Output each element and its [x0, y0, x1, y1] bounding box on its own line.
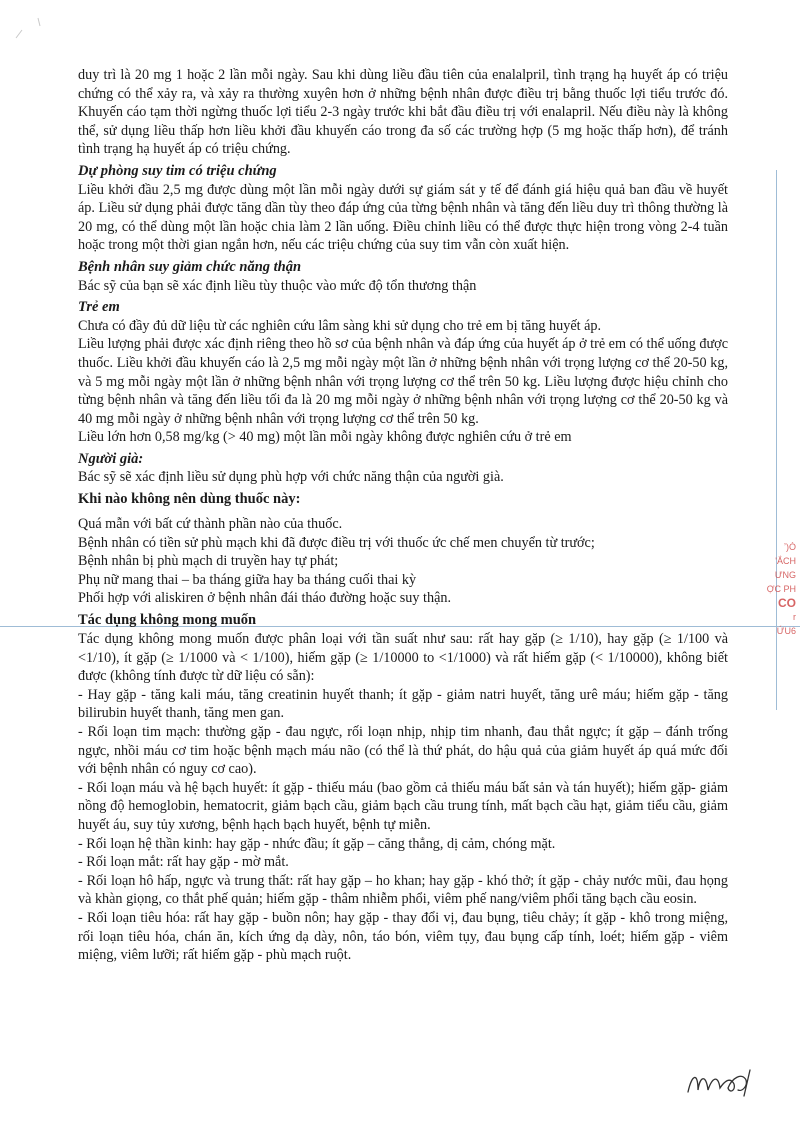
contra-item: Quá mẫn với bất cứ thành phần nào của thuốc.: [78, 516, 343, 533]
children-paragraph-2: Liều lượng phải được xác định riêng theo hồ sơ của bệnh nhân và đáp ứng của huyết áp ở trẻ em có thể uống được thuốc. Liều khởi đầu khuyến cáo là 2,5 mg mỗi ngày một lần ở những bệnh nhân với trọng lượng cơ thể 20-50 kg, và 5 mg mỗi ngày một lần ở những bệnh nhân với trọng lượng cơ thể trên 50 kg. Liều lượng được hiệu chỉnh cho từng bệnh nhân và tăng đến liều tối đa là 20 mg mỗi ngày ở những bệnh nhân với trọng lượng cơ thể 20-50 kg và 40 mg mỗi ngày ở những bệnh nhân với trọng lượng cơ thể trên 50 kg.: [78, 336, 728, 427]
kidney-paragraph: Bác sỹ của bạn sẽ xác định liều tùy thuộc vào mức độ tổn thương thận: [78, 277, 477, 294]
scan-mark: [8, 8, 78, 48]
heading-side-effects: Tác dụng không mong muốn: [78, 612, 257, 629]
stamp-text: ʼ)Ó: [784, 542, 796, 552]
contra-item: Bệnh nhân bị phù mạch di truyền hay tự phát;: [78, 553, 339, 570]
elderly-paragraph: Bác sỹ sẽ xác định liều sử dụng phù hợp với chức năng thận của người già.: [78, 469, 504, 486]
heading-contraindications: Khi nào không nên dùng thuốc này:: [78, 491, 301, 508]
stamp-text: r: [793, 612, 796, 622]
side-effect-item: - Hay gặp - tăng kali máu, tăng creatinin huyết thanh; ít gặp - giảm natri huyết, tăng urê máu; hiếm gặp - tăng bilirubin huyết thanh, tăng men gan.: [78, 686, 728, 722]
document-body: [78, 66, 728, 965]
stamp-text: ƯNG: [774, 570, 796, 580]
stamp-text: 'ẮCH: [775, 556, 796, 566]
contra-item: Bệnh nhân có tiền sử phù mạch khi đã được điều trị với thuốc ức chế men chuyển từ trước;: [78, 534, 595, 551]
children-paragraph-1: Chưa có đầy đủ dữ liệu từ các nghiên cứu lâm sàng khi sử dụng cho trẻ em bị tăng huyết áp.: [78, 317, 602, 334]
heading-kidney: Bệnh nhân suy giảm chức năng thận: [78, 258, 302, 275]
contra-item: Phụ nữ mang thai – ba tháng giữa hay ba tháng cuối thai kỳ: [78, 571, 417, 588]
dosage-paragraph: duy trì là 20 mg 1 hoặc 2 lần mỗi ngày. Sau khi dùng liều đầu tiên của enalalpril, tình trạng hạ huyết áp có triệu chứng có thể xảy ra, và xảy ra thường xuyên hơn ở những bệnh nhân được điều trị bằng thuốc lợi tiểu trước đó. Khuyến cáo tạm thời ngừng thuốc lợi tiểu 2-3 ngày trước khi bắt đầu điều trị với enalapril. Nếu điều này là không thể, sử dụng liều thấp hơn liều khởi đầu khuyến cáo trong đa số các trường hợp (5 mg hoặc thấp hơn), để tránh tình trạng hạ huyết áp có triệu chứng.: [78, 67, 728, 158]
heading-elderly: Người già:: [78, 450, 144, 467]
side-effect-item: - Rối loạn tim mạch: thường gặp - đau ngực, rối loạn nhịp, nhịp tim nhanh, đau thắt ngực; ít gặp – đánh trống ngực, nhồi máu cơ tim hoặc bệnh mạch máu não (có thể là thứ phát, do hậu quả của giảm huyết áp quá mức đối với bệnh nhân có nguy cơ cao).: [78, 724, 728, 778]
stamp-text: CO: [778, 596, 796, 610]
heading-heart-failure: Dự phòng suy tim có triệu chứng: [78, 162, 277, 179]
side-effect-item: - Rối loạn hệ thần kinh: hay gặp - nhức đầu; ít gặp – căng thẳng, dị cảm, chóng mặt.: [78, 835, 556, 852]
stamp-text: ỢC PH: [766, 584, 796, 594]
company-stamp: [764, 540, 796, 710]
side-effect-item: - Rối loạn máu và hệ bạch huyết: ít gặp - thiếu máu (bao gồm cả thiếu máu bất sản và tán huyết); hiếm gặp- giảm nồng độ hemoglobin, hematocrit, giảm bạch cầu, giảm bạch cầu trung tính, mất bạch cầu hạt, giảm tiểu cầu, giảm huyết áu, suy tủy xương, bệnh hạch bạch huyết, bệnh tự miễn.: [78, 779, 728, 833]
signature: [684, 1062, 774, 1102]
side-effect-item: - Rối loạn hô hấp, ngực và trung thất: rất hay gặp – ho khan; hay gặp - khó thở; ít gặp - chảy nước mũi, đau họng và khàn giọng, co thắt phế quản; hiếm gặp - thâm nhiễm phổi, viêm phế nang/viêm phổi tăng bạch cầu eosin.: [78, 872, 728, 908]
contra-item: Phối hợp với aliskiren ở bệnh nhân đái tháo đường hoặc suy thận.: [78, 590, 452, 607]
stamp-text: ỨU6: [776, 626, 796, 636]
heart-failure-paragraph: Liều khởi đầu 2,5 mg được dùng một lần mỗi ngày dưới sự giám sát y tế để đánh giá hiệu quả ban đầu về huyết áp. Liều sử dụng phải được tăng dần tùy theo đáp ứng của từng bệnh nhân và tăng đến liều duy trì thông thường là 20 mg, có thể dùng một lần hoặc chia làm 2 lần uống. Điều chỉnh liều có thể được thực hiện trong vòng 2-4 tuần hoặc trong một thời gian ngắn hơn, nếu các triệu chứng của suy tim vẫn còn xuất hiện.: [78, 181, 728, 254]
heading-children: Trẻ em: [78, 299, 120, 316]
side-effect-item: - Rối loạn mắt: rất hay gặp - mờ mắt.: [78, 854, 289, 871]
children-paragraph-3: Liều lớn hơn 0,58 mg/kg (> 40 mg) một lần mỗi ngày không được nghiên cứu ở trẻ em: [78, 429, 572, 446]
side-effect-item: - Rối loạn tiêu hóa: rất hay gặp - buồn nôn; hay gặp - thay đổi vị, đau bụng, tiêu chảy; ít gặp - khô trong miệng, rối loạn tiêu hóa, chán ăn, kích ứng dạ dày, nôn, táo bón, viêm tụy, đau bụng cấp tính, loét; hiếm gặp - viêm miệng, viêm lưỡi; rất hiếm gặp - phù mạch ruột.: [78, 909, 728, 964]
side-effects-intro: Tác dụng không mong muốn được phân loại với tần suất như sau: rất hay gặp (≥ 1/10), hay gặp (≥ 1/100 và <1/10), ít gặp (≥ 1/1000 và < 1/100), hiếm gặp (≥ 1/10000 to <1/1000) và rất hiếm gặp (< 1/10000), không biết được (không tính được từ dữ liệu có sẵn):: [78, 631, 728, 685]
